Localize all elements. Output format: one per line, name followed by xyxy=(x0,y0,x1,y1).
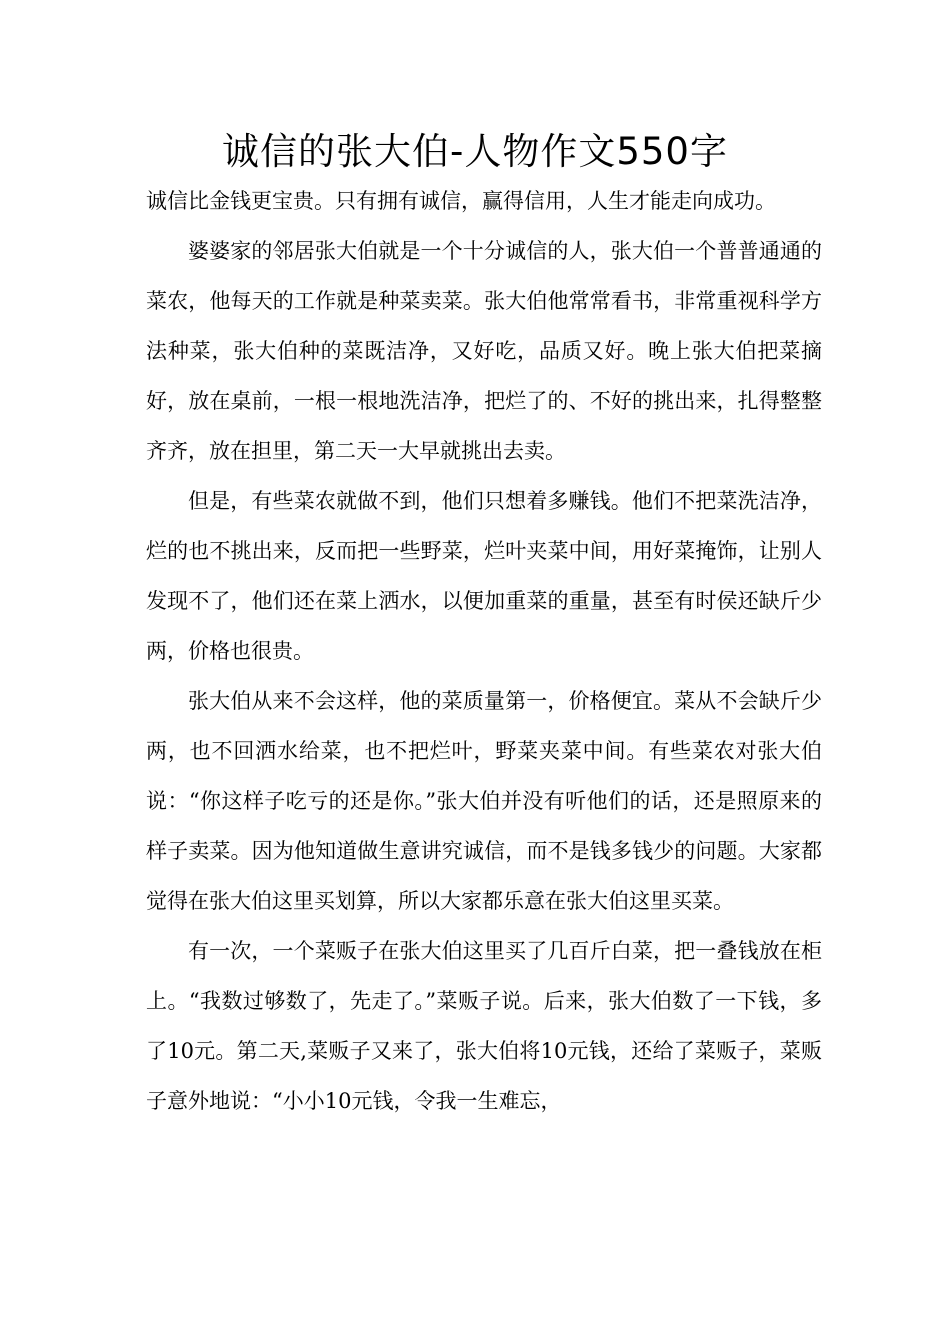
paragraph: 婆婆家的邻居张大伯就是一个十分诚信的人，张大伯一个普普通通的菜农，他每天的工作就是种菜卖菜。张大伯他常常看书，非常重视科学方法种菜，张大伯种的菜既洁净，又好吃，品质又好。晚上张大伯把菜摘好，放在桌前，一根一根地洗洁净，把烂了的、不好的挑出来，扎得整整齐齐，放在担里，第二天一大早就挑出去卖。 xyxy=(146,239,822,463)
paragraph: 有一次，一个菜贩子在张大伯这里买了几百斤白菜，把一叠钱放在柜上。“我数过够数了，先走了。”菜贩子说。后来，张大伯数了一下钱，多了10元。第二天,菜贩子又来了，张大伯将10元钱，还给了菜贩子，菜贩子意外地说：“小小10元钱，令我一生难忘， xyxy=(146,939,822,1113)
document-title: 诚信的张大伯-人物作文550字 xyxy=(222,130,728,173)
paragraph: 张大伯从来不会这样，他的菜质量第一，价格便宜。菜从不会缺斤少两，也不回洒水给菜，也不把烂叶，野菜夹菜中间。有些菜农对张大伯说：“你这样子吃亏的还是你。”张大伯并没有听他们的话，还是照原来的样子卖菜。因为他知道做生意讲究诚信，而不是钱多钱少的问题。大家都觉得在张大伯这里买划算，所以大家都乐意在张大伯这里买菜。 xyxy=(146,689,822,913)
paragraph: 但是，有些菜农就做不到，他们只想着多赚钱。他们不把菜洗洁净，烂的也不挑出来，反而把一些野菜，烂叶夹菜中间，用好菜掩饰，让别人发现不了，他们还在菜上洒水，以便加重菜的重量，甚至有时侯还缺斤少两，价格也很贵。 xyxy=(146,489,822,663)
document-body xyxy=(146,176,822,1126)
paragraph: 诚信比金钱更宝贵。只有拥有诚信，赢得信用，人生才能走向成功。 xyxy=(146,189,776,213)
